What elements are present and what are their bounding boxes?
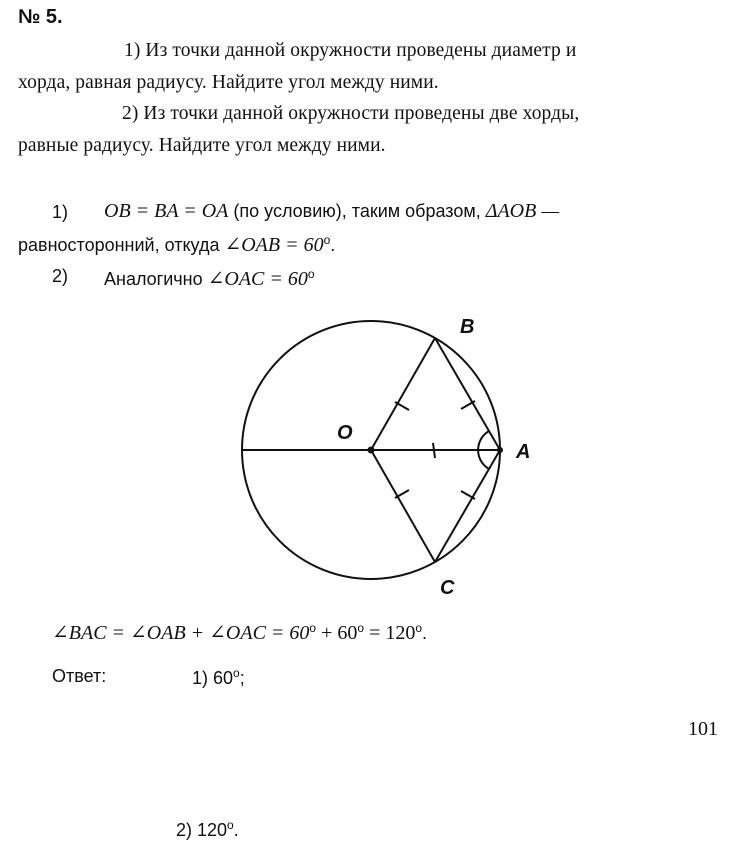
equation-dot: . [422,623,428,643]
equation-part-2: + 60 [316,622,358,644]
degree-sign: o [357,621,365,635]
answer-2 [176,818,239,841]
solution-1-dot: . [330,235,336,255]
chord-ba [435,338,500,450]
chord-ca [435,450,500,562]
label-c: C [440,577,455,599]
equation-part-1: ∠BAC = ∠OAB + ∠OAC = 60 [52,622,310,644]
solution-2-label: 2) [52,266,69,286]
answer-1-value: 1) 60 [192,668,234,688]
solution-1-triangle: ΔAOB — [485,200,560,222]
problem-2-line-1: 2) Из точки данной окружности проведены две хорды, [122,103,580,124]
problem-2-line-2: равные радиусу. Найдите угол между ними. [18,135,386,156]
final-equation [52,620,427,645]
solution-1-label: 1) [52,202,69,222]
answer-2-value: 2) 120 [176,820,228,840]
point-a [497,447,503,453]
solution-1-text: (по условию), таким образом, [228,201,486,221]
center-point [368,447,375,454]
degree-sign: o [309,621,317,635]
tick-mark [433,443,435,458]
problem-number: № 5. [18,6,63,28]
problem-1-line-1: 1) Из точки данной окружности проведены диаметр и [124,40,577,61]
solution-1-equality: OB = BA = OA [104,200,229,222]
degree-sign: o [307,267,315,281]
solution-1-angle: ∠OAB = 60 [224,234,324,256]
solution-2-text: Аналогично [104,269,208,289]
solution-1-line-2-text: равносторонний, откуда [18,235,225,255]
label-o: O [337,422,353,444]
segment-oc [371,450,435,562]
answer-2-end: . [233,820,239,840]
label-a: A [516,441,531,463]
degree-sign: o [233,666,240,680]
page-number: 101 [688,718,718,740]
equation-part-3: = 120 [364,622,416,644]
solution-2-angle: ∠OAC = 60 [207,268,308,290]
segment-ob [371,338,435,450]
answer-1-end: ; [239,668,245,688]
problem-1-line-2: хорда, равная радиусу. Найдите угол между ними. [18,72,439,93]
degree-sign: o [323,233,331,247]
label-b: B [460,316,475,338]
answer-1 [192,666,245,689]
degree-sign: o [415,621,423,635]
degree-sign: o [227,818,234,832]
answer-label: Ответ: [52,666,107,686]
